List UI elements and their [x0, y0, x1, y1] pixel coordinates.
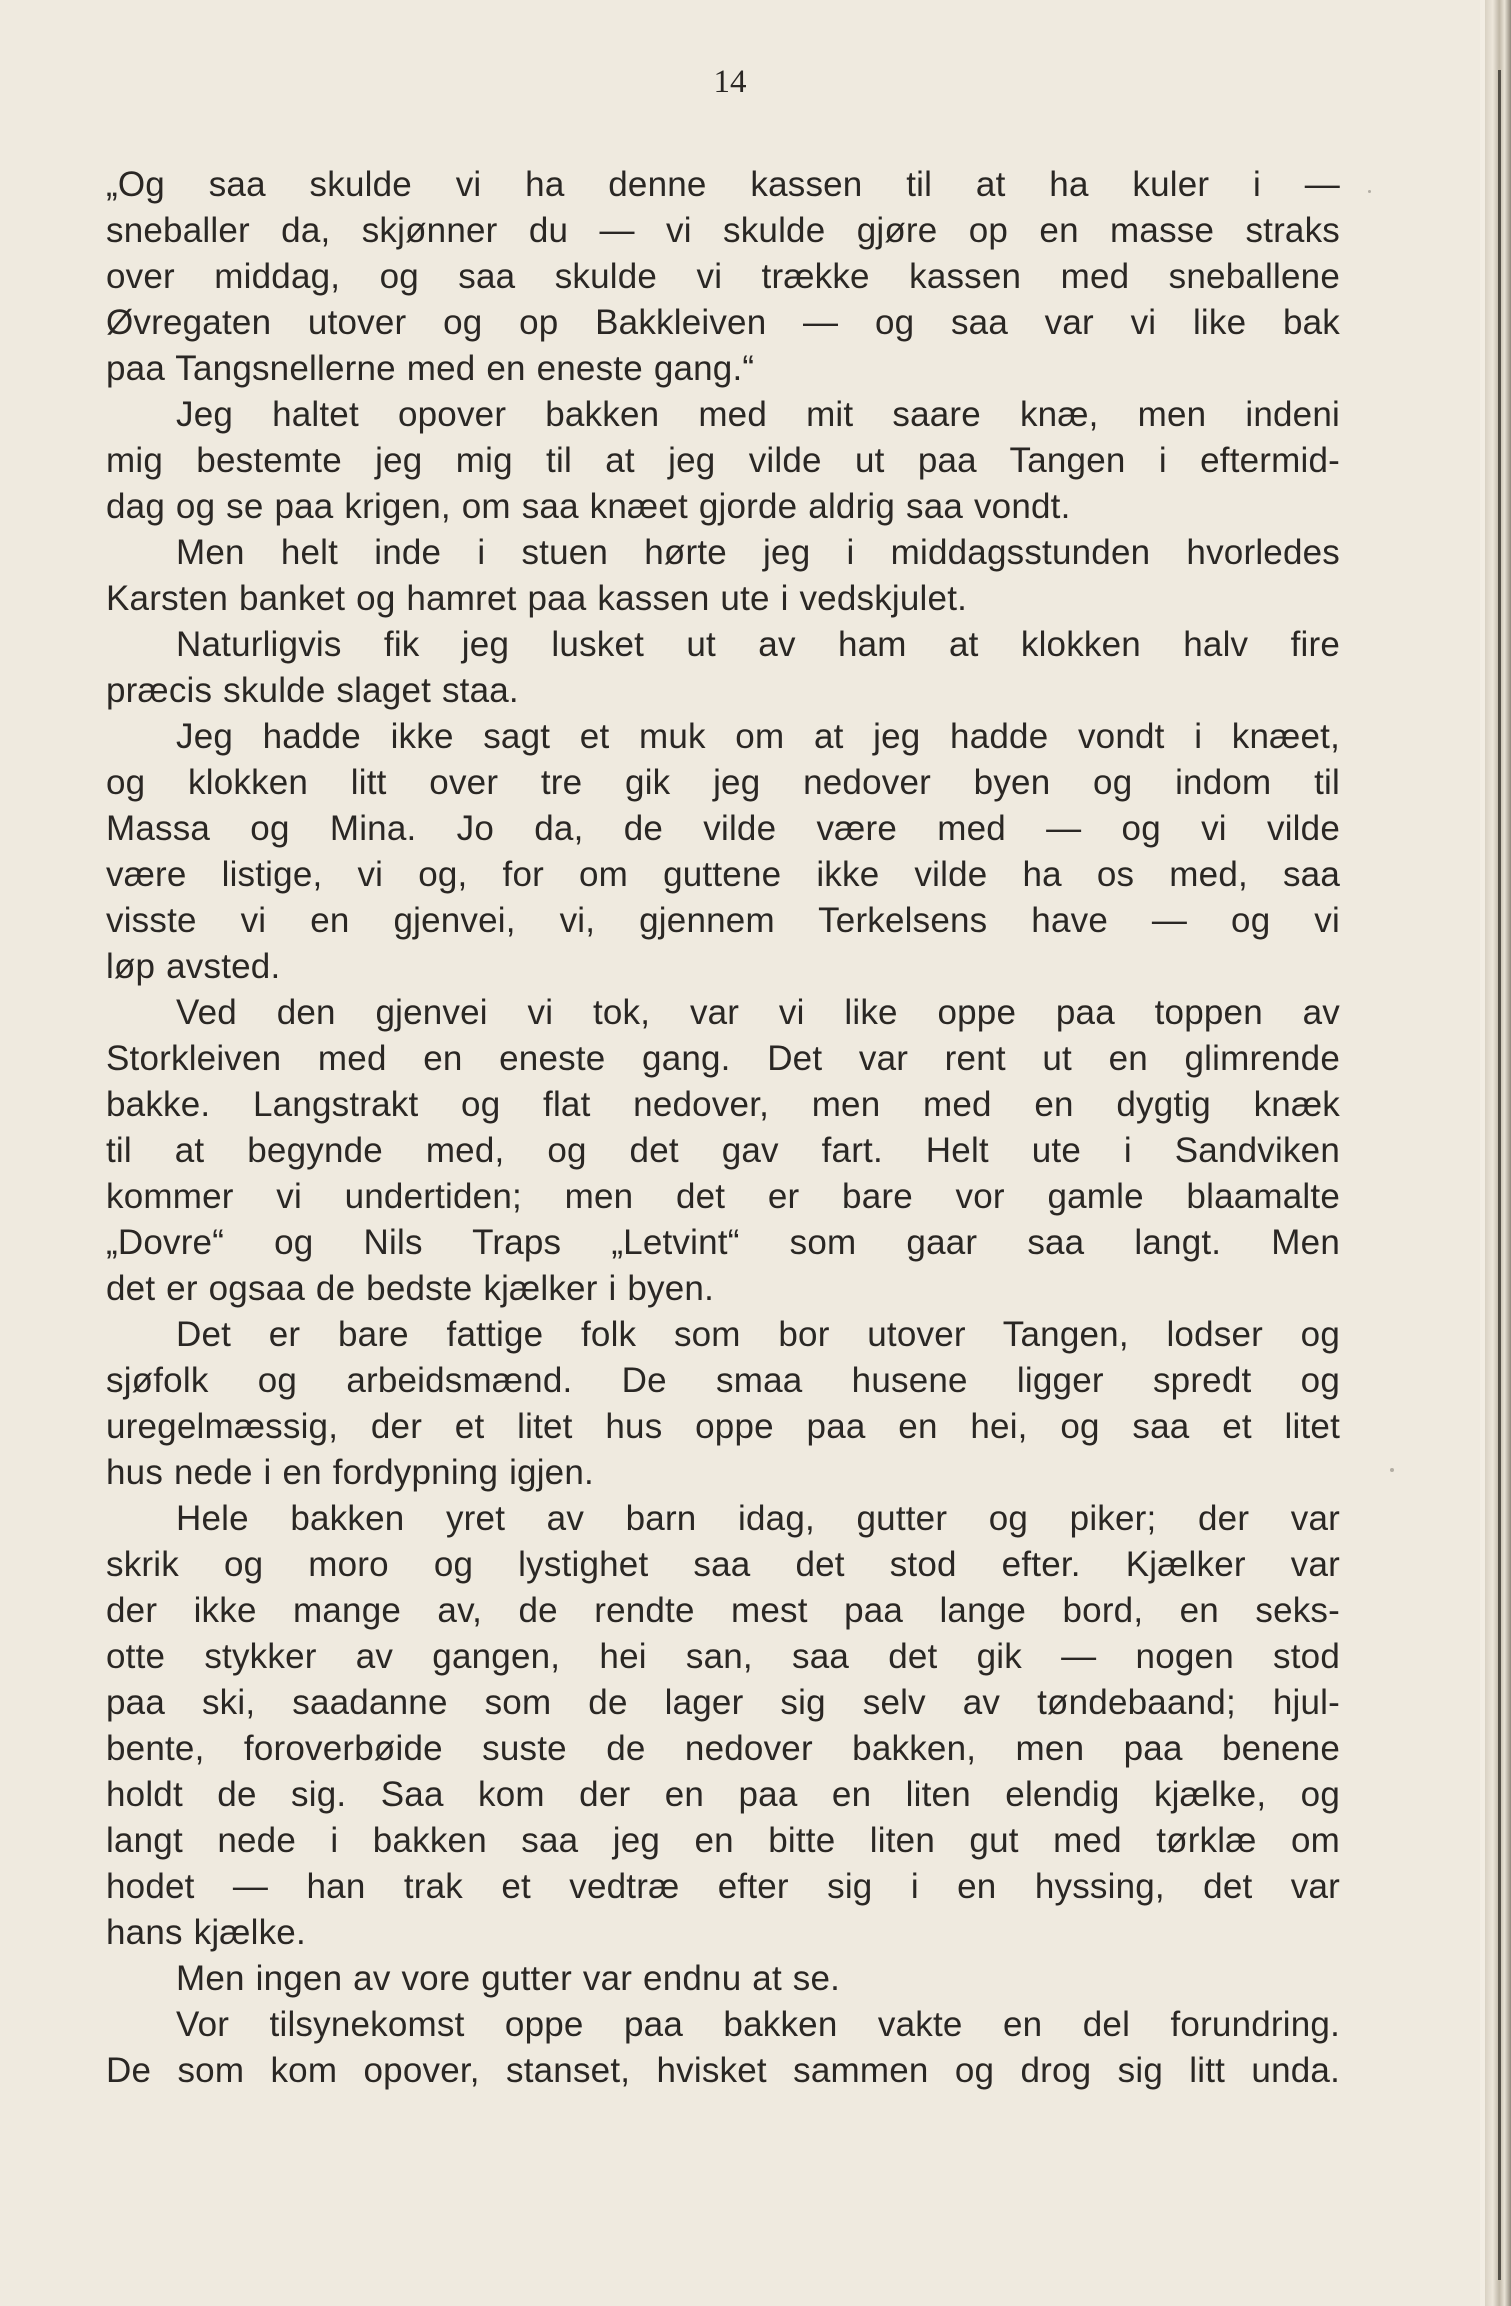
text-line: Naturligvis fik jeg lusket ut av ham at klokken halv fire — [176, 625, 1340, 664]
text-line: holdt de sig. Saa kom der en paa en liten elendig kjælke, og — [106, 1775, 1340, 1814]
text-line: til at begynde med, og det gav fart. Helt ute i Sandviken — [106, 1131, 1340, 1170]
page-number: 14 — [713, 64, 747, 100]
text-line: Men helt inde i stuen hørte jeg i middagsstunden hvorledes — [176, 533, 1340, 572]
text-line: præcis skulde slaget staa. — [106, 671, 519, 710]
text-line: langt nede i bakken saa jeg en bitte liten gut med tørklæ om — [106, 1821, 1340, 1860]
text-line: Jeg haltet opover bakken med mit saare knæ, men indeni — [176, 395, 1340, 434]
paper-speck — [1368, 190, 1371, 193]
text-line: Det er bare fattige folk som bor utover Tangen, lodser og — [176, 1315, 1340, 1354]
text-line: Men ingen av vore gutter var endnu at se. — [176, 1959, 841, 1998]
text-line: og klokken litt over tre gik jeg nedover byen og indom til — [106, 763, 1340, 802]
text-line: paa Tangsnellerne med en eneste gang.“ — [106, 349, 755, 388]
text-line: visste vi en gjenvei, vi, gjennem Terkelsens have — og vi — [106, 901, 1340, 940]
text-line: hans kjælke. — [106, 1913, 306, 1952]
binding-line — [1498, 70, 1501, 2280]
text-line: der ikke mange av, de rendte mest paa lange bord, en seks- — [106, 1591, 1340, 1630]
body-text — [106, 162, 1340, 2094]
text-line: Jeg hadde ikke sagt et muk om at jeg hadde vondt i knæet, — [176, 717, 1340, 756]
text-line: uregelmæssig, der et litet hus oppe paa en hei, og saa et litet — [106, 1407, 1340, 1446]
text-line: sneballer da, skjønner du — vi skulde gjøre op en masse straks — [106, 211, 1340, 250]
text-line: mig bestemte jeg mig til at jeg vilde ut paa Tangen i eftermid- — [106, 441, 1340, 480]
text-line: skrik og moro og lystighet saa det stod efter. Kjælker var — [106, 1545, 1340, 1584]
text-line: sjøfolk og arbeidsmænd. De smaa husene ligger spredt og — [106, 1361, 1340, 1400]
text-line: De som kom opover, stanset, hvisket sammen og drog sig litt unda. — [106, 2051, 1340, 2090]
text-line: løp avsted. — [106, 947, 281, 986]
text-line: Hele bakken yret av barn idag, gutter og piker; der var — [176, 1499, 1340, 1538]
text-line: Massa og Mina. Jo da, de vilde være med — og vi vilde — [106, 809, 1340, 848]
text-line: bakke. Langstrakt og flat nedover, men med en dygtig knæk — [106, 1085, 1340, 1124]
text-line: Karsten banket og hamret paa kassen ute i vedskjulet. — [106, 579, 968, 618]
text-line: det er ogsaa de bedste kjælker i byen. — [106, 1269, 715, 1308]
text-line: Storkleiven med en eneste gang. Det var rent ut en glimrende — [106, 1039, 1340, 1078]
text-line: over middag, og saa skulde vi trække kassen med sneballene — [106, 257, 1340, 296]
paper-speck — [1390, 1468, 1394, 1472]
text-line: bente, foroverbøide suste de nedover bakken, men paa benene — [106, 1729, 1340, 1768]
text-line: hodet — han trak et vedtræ efter sig i en hyssing, det var — [106, 1867, 1340, 1906]
text-line: Vor tilsynekomst oppe paa bakken vakte en del forundring. — [176, 2005, 1340, 2044]
text-line: otte stykker av gangen, hei san, saa det gik — nogen stod — [106, 1637, 1340, 1676]
text-line: paa ski, saadanne som de lager sig selv av tøndebaand; hjul- — [106, 1683, 1340, 1722]
text-line: kommer vi undertiden; men det er bare vor gamle blaamalte — [106, 1177, 1340, 1216]
text-line: dag og se paa krigen, om saa knæet gjorde aldrig saa vondt. — [106, 487, 1071, 526]
text-line: hus nede i en fordypning igjen. — [106, 1453, 594, 1492]
text-line: Ved den gjenvei vi tok, var vi like oppe paa toppen av — [176, 993, 1340, 1032]
text-line: „Dovre“ og Nils Traps „Letvint“ som gaar saa langt. Men — [106, 1223, 1340, 1262]
text-line: Øvregaten utover og op Bakkleiven — og saa var vi like bak — [106, 303, 1340, 342]
text-line: være listige, vi og, for om guttene ikke vilde ha os med, saa — [106, 855, 1340, 894]
text-line: „Og saa skulde vi ha denne kassen til at ha kuler i — — [106, 165, 1340, 204]
